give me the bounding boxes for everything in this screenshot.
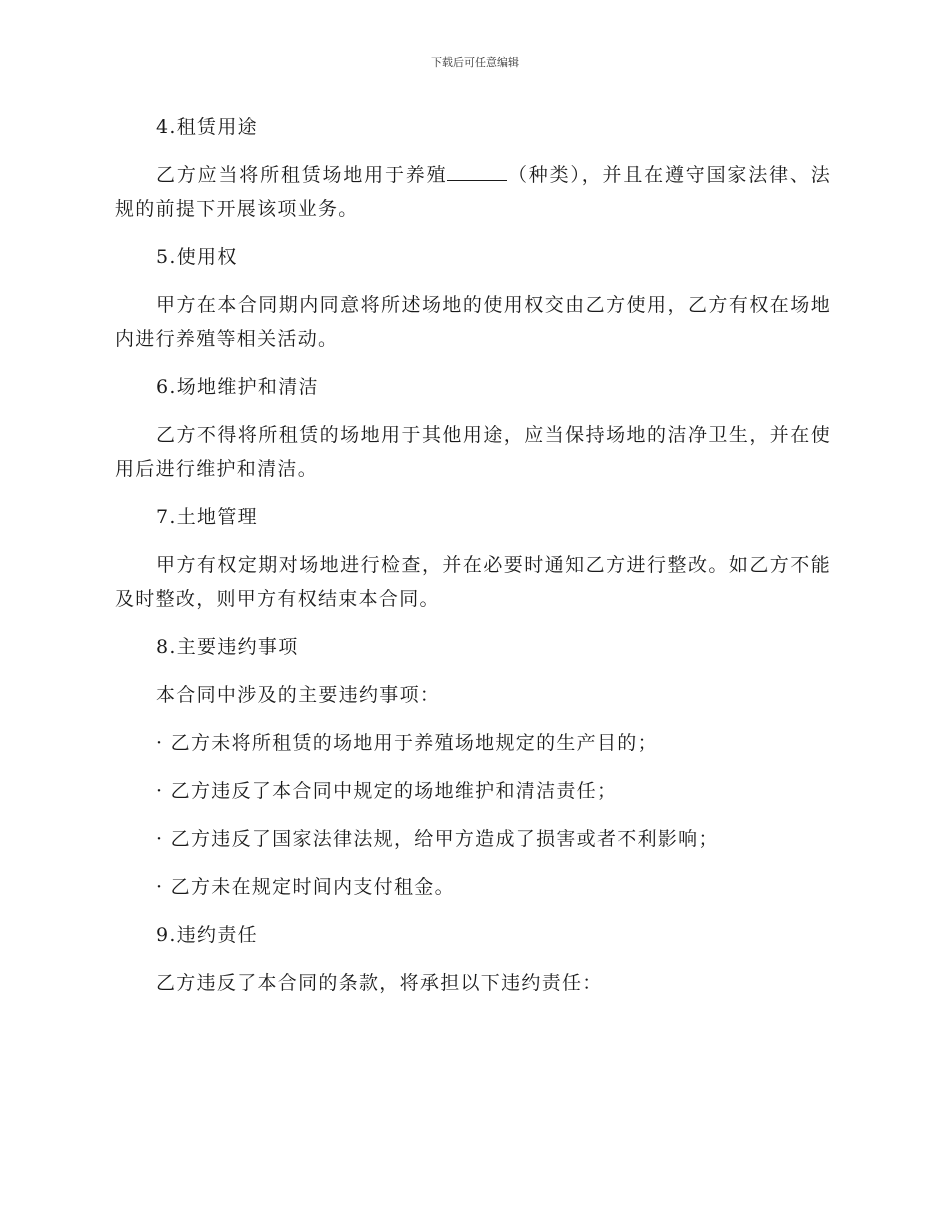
section-body-9: 乙方违反了本合同的条款，将承担以下违约责任： — [156, 972, 603, 994]
section-title-9: 9.违约责任 — [156, 924, 258, 946]
section-title-8: 8.主要违约事项 — [156, 636, 299, 658]
list-item: · 乙方违反了国家法律法规，给甲方造成了损害或者不利影响； — [156, 828, 719, 850]
page-header-note: 下载后可任意编辑 — [431, 56, 519, 69]
section-body-5: 甲方在本合同期内同意将所述场地的使用权交由乙方使用，乙方有权在场地内进行养殖等相关活动。 — [115, 294, 831, 350]
section-body-6: 乙方不得将所租赁的场地用于其他用途，应当保持场地的洁净卫生，并在使用后进行维护和清洁。 — [115, 424, 831, 480]
fill-in-blank-line — [447, 162, 507, 181]
section-body-4-part1: 乙方应当将所租赁场地用于养殖 — [156, 164, 448, 186]
section-title-6: 6.场地维护和清洁 — [156, 376, 319, 398]
list-item: · 乙方未将所租赁的场地用于养殖场地规定的生产目的； — [156, 732, 658, 754]
list-item: · 乙方违反了本合同中规定的场地维护和清洁责任； — [156, 780, 618, 802]
section-body-4-part2: （种类），并且在遵守国家法律、法规的前提下开展该项业务。 — [115, 164, 831, 220]
section-title-4: 4.租赁用途 — [156, 116, 258, 138]
document-body — [115, 110, 831, 1000]
section-body-4 — [115, 158, 831, 226]
section-title-7: 7.土地管理 — [156, 506, 258, 528]
section-intro-8: 本合同中涉及的主要违约事项： — [156, 684, 441, 706]
list-item: · 乙方未在规定时间内支付租金。 — [156, 876, 455, 898]
section-title-5: 5.使用权 — [156, 246, 238, 268]
section-body-7: 甲方有权定期对场地进行检查，并在必要时通知乙方进行整改。如乙方不能及时整改，则甲方有权结束本合同。 — [115, 554, 831, 610]
